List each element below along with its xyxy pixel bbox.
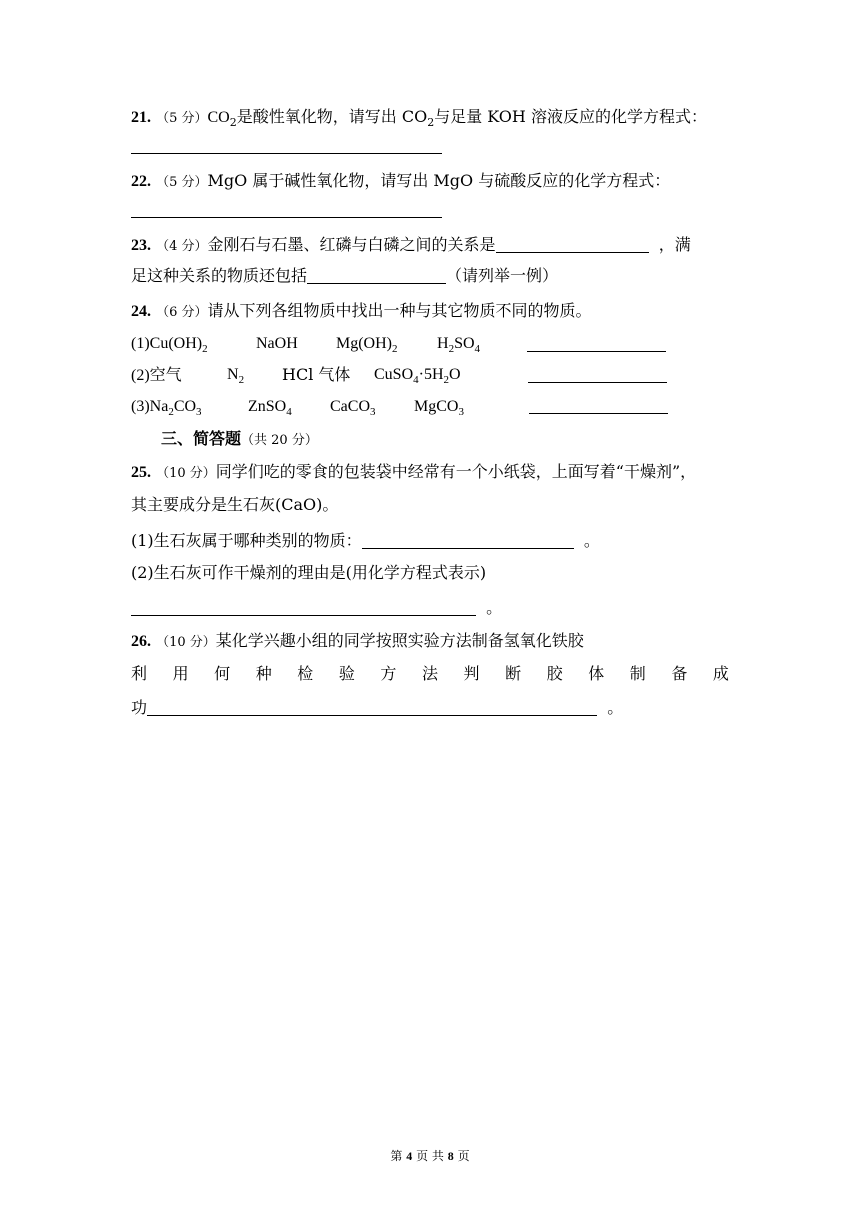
total-pages: 8 — [447, 1149, 454, 1163]
char: 法 — [421, 664, 438, 683]
question-24-row-3: $(3)Na_2CO_3$ — [131, 398, 202, 418]
page-number: 4 — [406, 1149, 413, 1163]
question-24-row-1: $(1)Cu(OH)_2$ — [131, 335, 208, 355]
question-22: 22. （5 分）MgO 属于碱性氧化物，请写出 MgO 与硫酸反应的化学方程式： — [131, 171, 671, 190]
char: 判 — [463, 664, 480, 683]
answer-line-24-1[interactable] — [527, 351, 666, 352]
question-24-row-2: (2)空气 — [131, 365, 182, 384]
char: 体 — [588, 664, 605, 683]
question-26-line2 — [131, 663, 729, 685]
question-points: （6 分） — [156, 305, 208, 320]
section-heading: 三、简答题（共 20 分） — [161, 429, 318, 448]
question-points: （10 分） — [156, 466, 216, 481]
question-number: 26. — [131, 633, 151, 650]
question-25-part1: (1)生石灰属于哪种类别的物质： 。 — [131, 531, 600, 550]
char: 用 — [172, 664, 189, 683]
answer-blank-25-1[interactable] — [362, 532, 574, 549]
question-24: 24. （6 分）请从下列各组物质中找出一种与其它物质不同的物质。 — [131, 301, 592, 320]
question-25-part2: (2)生石灰可作干燥剂的理由是(用化学方程式表示) — [131, 563, 487, 582]
question-number: 23. — [131, 237, 151, 254]
option-d: MgCO$_3$ — [414, 398, 464, 418]
answer-blank-25-2[interactable] — [131, 599, 476, 616]
answer-line-24-2[interactable] — [528, 382, 667, 383]
question-number: 24. — [131, 303, 151, 320]
char: 种 — [255, 664, 272, 683]
question-number: 21. — [131, 109, 151, 126]
option-c: HCl 气体 — [282, 365, 351, 384]
question-points: （4 分） — [156, 239, 208, 254]
option-d: $CuSO_4\cdot 5H_2O$ — [374, 366, 461, 386]
option-b: $N_2$ — [227, 366, 245, 386]
option-b: NaOH — [256, 335, 298, 352]
question-number: 22. — [131, 173, 151, 190]
option-c: $Mg(OH)_2$ — [336, 335, 398, 355]
char: 方 — [380, 664, 397, 683]
option-c: CaCO$_3$ — [330, 398, 376, 418]
answer-blank-26[interactable] — [147, 699, 597, 716]
char: 检 — [297, 664, 314, 683]
option-d: $H_2SO_4$ — [437, 335, 481, 355]
question-points: （5 分） — [156, 175, 208, 190]
question-26-line3: 功 。 — [131, 698, 624, 717]
question-points: （10 分） — [156, 635, 216, 650]
question-25-line1: 25. （10 分）同学们吃的零食的包装袋中经常有一个小纸袋，上面写着“干燥剂”， — [131, 462, 697, 481]
question-21: 21. （5 分）$CO_2$是酸性氧化物，请写出 $CO_2$与足量 KOH 溶液反应的化学方程式： — [131, 107, 707, 129]
answer-line-21[interactable] — [131, 153, 442, 154]
answer-blank-23a[interactable] — [496, 236, 649, 253]
question-25-part2-answer: 。 — [131, 597, 502, 619]
answer-line-24-3[interactable] — [529, 413, 668, 414]
char: 胶 — [546, 664, 563, 683]
char: 利 — [131, 664, 148, 683]
answer-blank-23b[interactable] — [307, 267, 446, 284]
question-23-line2: 足这种关系的物质还包括 （请列举一例） — [131, 266, 559, 285]
question-points: （5 分） — [156, 111, 208, 126]
char: 备 — [671, 664, 688, 683]
char: 验 — [338, 664, 355, 683]
char: 制 — [629, 664, 646, 683]
char: 何 — [214, 664, 231, 683]
answer-line-22[interactable] — [131, 217, 442, 218]
char: 成 — [712, 664, 729, 683]
option-b: ZnSO$_4$ — [248, 398, 292, 418]
question-number: 25. — [131, 464, 151, 481]
question-23-line1: 23. （4 分）金刚石与石墨、红磷与白磷之间的关系是 ，满 — [131, 235, 691, 254]
question-25-line2: 其主要成分是生石灰(CaO)。 — [131, 495, 339, 514]
char: 断 — [505, 664, 522, 683]
page-footer: 第 4 页 共 8 页 — [390, 1149, 470, 1163]
question-26-line1: 26. （10 分）某化学兴趣小组的同学按照实验方法制备氢氧化铁胶 — [131, 631, 584, 650]
